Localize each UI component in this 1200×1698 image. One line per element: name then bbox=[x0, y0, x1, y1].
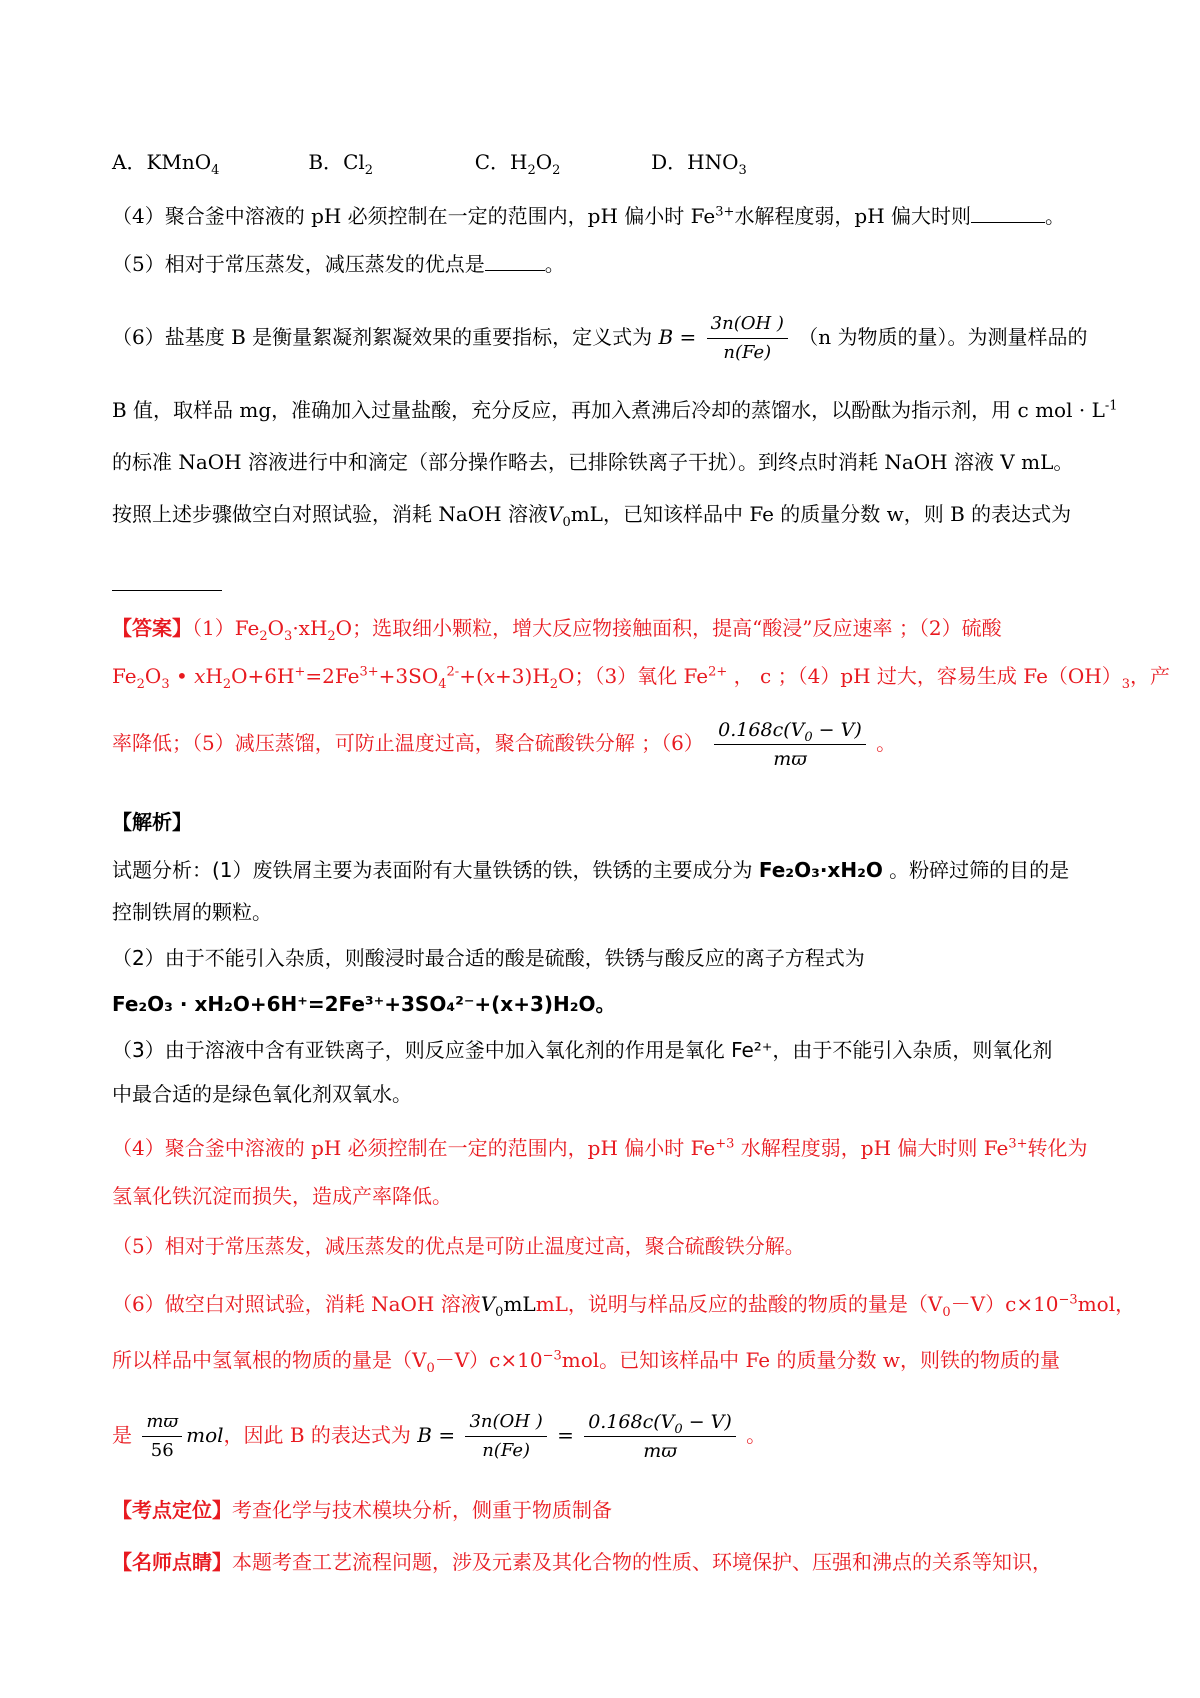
question-6: （6）盐基度 B 是衡量絮凝剂絮凝效果的重要指标，定义式为 B = $\frac{3n(OH )}{n(Fe)}$ （n 为物质的量）。为测量样品的 bbox=[112, 313, 1088, 363]
fraction-B-result: $\frac{0.168c(V_0 - V)}{mϖ}$ bbox=[584, 1410, 736, 1463]
fraction-answer-6: $\frac{0.168c(V_0 - V)}{mϖ}$ bbox=[714, 718, 866, 771]
fraction-B-definition-2: $\frac{3n(OH )}{n(Fe)}$ bbox=[465, 1410, 546, 1463]
question-6-line-3: 的标准 NaOH 溶液进行中和滴定（部分操作略去，已排除铁离子干扰）。到终点时消耗 NaOH 溶液 V mL。 bbox=[112, 450, 1074, 474]
analysis-p4: （4）聚合釜中溶液的 pH 必须控制在一定的范围内，pH 偏小时 $Fe^{+3}$ 水解程度弱，pH 偏大时则 $Fe^{3+}$转化为 bbox=[112, 1136, 1088, 1160]
question-6-line-4: 按照上述步骤做空白对照试验，消耗 NaOH 溶液$V_0mL$，已知该样品中 Fe 的质量分数 w，则 B 的表达式为 bbox=[112, 502, 1072, 530]
answer-line-2: $Fe_2O_3$ • $xH_2O+6H^+=2Fe^{3+}+3SO_4^{2-}+(x+3)H_2O$；（3）氧化 $Fe^{2+}$ ， c ；（4）pH 过大，容易生成 $Fe(OH)_3$，产 bbox=[112, 664, 1171, 692]
analysis-p3: （3）由于溶液中含有亚铁离子，则反应釜中加入氧化剂的作用是氧化 Fe²⁺，由于不能引入杂质，则氧化剂 bbox=[112, 1038, 1053, 1062]
analysis-p3-line2: 中最合适的是绿色氧化剂双氧水。 bbox=[112, 1082, 412, 1106]
analysis-p2: （2）由于不能引入杂质，则酸浸时最合适的酸是硫酸，铁锈与酸反应的离子方程式为 bbox=[112, 946, 865, 970]
fraction-B-definition: $\frac{3n(OH )}{n(Fe)}$ bbox=[707, 312, 788, 365]
analysis-p7: 所以样品中氢氧根的物质的量是$(V_0-V)c\times 10^{-3}mol$。已知该样品中 Fe 的质量分数 w，则铁的物质的量 bbox=[112, 1348, 1060, 1376]
options-row bbox=[112, 148, 747, 176]
answer-blank-line bbox=[112, 590, 222, 591]
analysis-p8: 是 $\frac{mϖ}{56}$ mol，因此 B 的表达式为 B = $\frac{3n(OH )}{n(Fe)}$ = $\frac{0.168c(V_0 - V)}{mϖ}$ 。 bbox=[112, 1411, 767, 1462]
question-4: （4）聚合釜中溶液的 pH 必须控制在一定的范围内，pH 偏小时 $Fe^{3+}$水解程度弱，pH 偏大时则 。 bbox=[112, 204, 1066, 228]
option-b: B．$Cl_2$ bbox=[308, 150, 374, 178]
option-c: C．$H_2O_2$ bbox=[474, 150, 561, 178]
question-5: （5）相对于常压蒸发，减压蒸发的优点是 。 bbox=[112, 252, 565, 276]
teacher-comment: 【名师点睛】本题考查工艺流程问题，涉及元素及其化合物的性质、环境保护、压强和沸点的关系等知识， bbox=[112, 1550, 1052, 1574]
analysis-p4-line2: 氢氧化铁沉淀而损失，造成产率降低。 bbox=[112, 1184, 452, 1208]
answer-line-3: 率降低；（5）减压蒸馏，可防止温度过高，聚合硫酸铁分解 ；（6） $\frac{0.168c(V_0 - V)}{mϖ}$ 。 bbox=[112, 719, 897, 770]
fraction-iron-moles: $\frac{mϖ}{56}$ bbox=[142, 1410, 182, 1463]
test-point: 【考点定位】考查化学与技术模块分析，侧重于物质制备 bbox=[112, 1498, 612, 1522]
answer-blank bbox=[971, 222, 1045, 223]
analysis-p5: （5）相对于常压蒸发，减压蒸发的优点是可防止温度过高，聚合硫酸铁分解。 bbox=[112, 1234, 805, 1258]
analysis-p1-line2: 控制铁屑的颗粒。 bbox=[112, 900, 272, 924]
option-a: A．KMnO$_4$ bbox=[112, 150, 220, 178]
analysis-p6: （6）做空白对照试验，消耗 NaOH 溶液$V_0mLmL$，说明与样品反应的盐酸的物质的量是$(V_0-V)c\times 10^{-3}mol$， bbox=[112, 1292, 1136, 1320]
answer-blank bbox=[485, 270, 545, 271]
analysis-title: 【解析】 bbox=[112, 810, 192, 834]
question-6-line-2: B 值，取样品 mg，准确加入过量盐酸，充分反应，再加入煮沸后冷却的蒸馏水，以酚酞为指示剂，用 c mol · $L^{-1}$ bbox=[112, 398, 1118, 422]
analysis-p1: 试题分析：(1）废铁屑主要为表面附有大量铁锈的铁，铁锈的主要成分为 Fe₂O₃·xH₂O 。粉碎过筛的目的是 bbox=[112, 858, 1070, 882]
answer-line-1: 【答案】$(1)Fe_2O_3\cdot xH_2O$；选取细小颗粒，增大反应物接触面积，提高“酸浸”反应速率 ；（2）硫酸 bbox=[112, 616, 1002, 644]
analysis-p2-equation: Fe₂O₃ · xH₂O+6H⁺=2Fe³⁺+3SO₄²⁻+(x+3)H₂O。 bbox=[112, 992, 616, 1016]
option-d: D．$HNO_3$ bbox=[651, 150, 747, 178]
